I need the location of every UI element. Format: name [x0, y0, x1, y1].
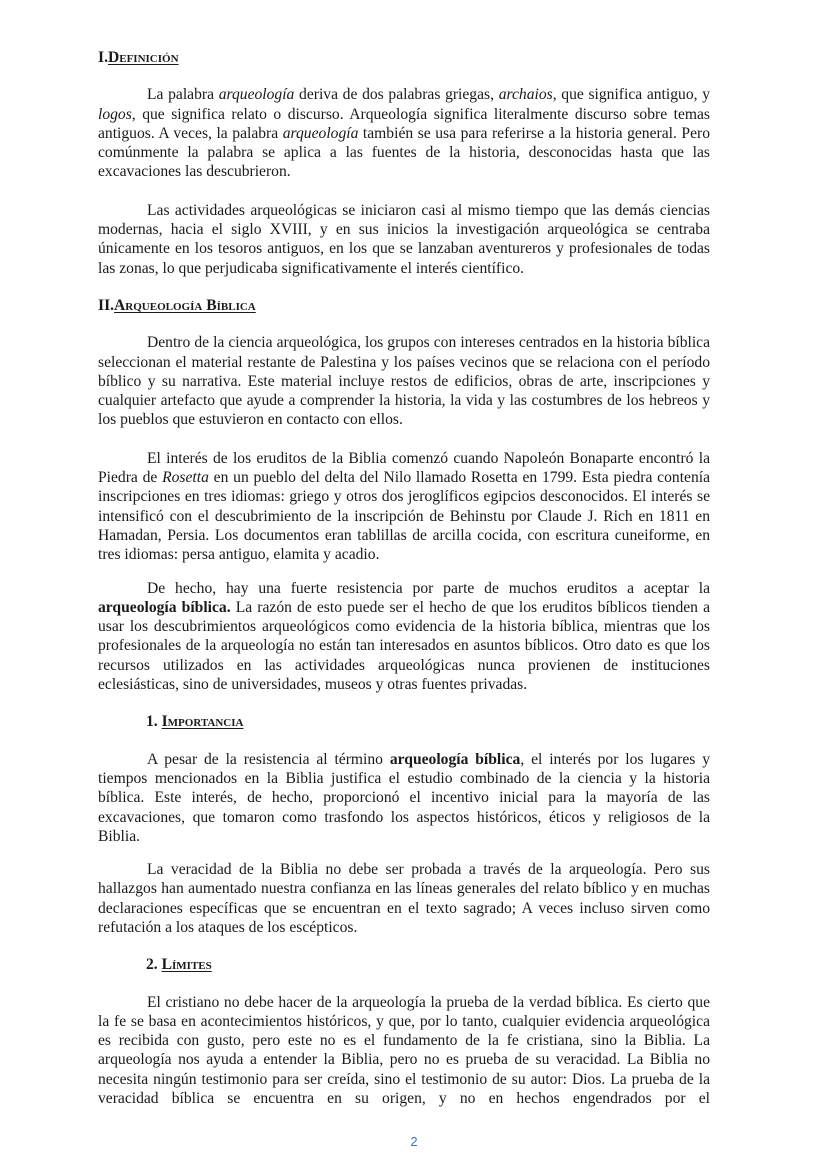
paragraph-importancia-1: A pesar de la resistencia al término arqueología bíblica, el interés por los lugares y tiempos mencionados en la Biblia justifica el estudio combinado de la ciencia y la historia bíblica. Este interés, de hecho, proporcionó el incentivo inicial para la mayoría de las excavaciones, que tomaron como trasfondo los aspectos históricos, éticos y religiosos de la Biblia. [98, 750, 711, 845]
heading-arqueologia-biblica [98, 296, 710, 315]
paragraph-arqueologia-2: El interés de los eruditos de la Biblia comenzó cuando Napoleón Bonaparte encontró la Piedra de Rosetta en un pueblo del delta del Nilo llamado Rosetta en 1799. Esta piedra contenía inscripciones en tres idiomas: griego y otros dos jeroglíficos egipcios desconocidos. El interés se intensificó con el descubrimiento de la inscripción de Behinstu por Claude J. Rich en 1811 en Hamadan, Persia. Los documentos eran tablillas de arcilla cocida, con escritura cuneiforme, en tres idiomas: persa antiguo, elamita y acadio. [98, 449, 710, 564]
paragraph-definicion-1: La palabra arqueología deriva de dos palabras griegas, archaios, que significa antiguo, y logos, que significa relato o discurso. Arqueología significa literalmente discurso sobre temas antiguos. A veces, la palabra arqueología también se usa para referirse a la historia general. Pero comúnmente la palabra se aplica a las fuentes de la historia, desconocidas hasta que las excavaciones las descubrieron. [98, 86, 710, 181]
paragraph-definicion-2: Las actividades arqueológicas se iniciaron casi al mismo tiempo que las demás ciencias modernas, hacia el siglo XVIII, y en sus inicios la investigación arqueológica se centraba únicamente en los tesoros antiguos, en los que se lanzaban aventureros y profesionales de todas las zonas, lo que perjudicaba significativamente el interés científico. [98, 201, 710, 277]
paragraph-arqueologia-3: De hecho, hay una fuerte resistencia por parte de muchos eruditos a aceptar la arqueología bíblica. La razón de esto puede ser el hecho de que los eruditos bíblicos tienden a usar los descubrimientos arqueológicos como evidencia de la historia bíblica, mientras que los profesionales de la arqueología no están tan interesados en asuntos bíblicos. Otro dato es que los recursos utilizados en las actividades arqueológicas nunca provienen de instituciones eclesiásticas, sino de universidades, museos y otras fuentes privadas. [98, 579, 710, 694]
heading-title: Importancia [161, 713, 244, 731]
heading-number: II. [98, 296, 115, 314]
paragraph-limites-1: El cristiano no debe hacer de la arqueología la prueba de la verdad bíblica. Es cierto que la fe se basa en acontecimientos históricos, y que, por lo tanto, cualquier evidencia arqueológica es recibida con gusto, pero este no es el fundamento de la fe cristiana, sino la Biblia. La arqueología nos ayuda a entender la Biblia, pero no es prueba de su veracidad. La Biblia no necesita ningún testimonio para ser creída, sino el testimonio de su autor: Dios. La prueba de la veracidad bíblica se encuentra en su origen, y no en hechos engendrados por el [98, 993, 710, 1108]
paragraph-importancia-2: La veracidad de la Biblia no debe ser probada a través de la arqueología. Pero sus hallazgos han aumentado nuestra confianza en las líneas generales del relato bíblico y en muchas declaraciones específicas que se encuentran en el texto sagrado; A veces incluso sirven como refutación a los ataques de los escépticos. [98, 861, 710, 936]
heading-title: Límites [161, 956, 212, 974]
heading-definicion [98, 48, 710, 67]
paragraph-arqueologia-1: Dentro de la ciencia arqueológica, los grupos con intereses centrados en la historia bíblica seleccionan el material restante de Palestina y los países vecinos que se relaciona con el período bíblico y su narrativa. Este material incluye restos de edificios, obras de arte, inscripciones y cualquier artefacto que ayude a comprender la historia, la vida y las costumbres de los hebreos y los pueblos que estuvieron en contacto con ellos. [98, 334, 710, 429]
heading-number: 1. [146, 713, 158, 731]
document-page [98, 48, 710, 1108]
heading-title: Definición [107, 49, 179, 66]
heading-title: Arqueología Bíblica [114, 296, 256, 314]
heading-number: I. [98, 49, 108, 66]
heading-importancia [146, 712, 710, 731]
page-number: 2 [410, 1134, 418, 1149]
heading-limites [146, 955, 710, 974]
heading-number: 2. [146, 956, 158, 974]
